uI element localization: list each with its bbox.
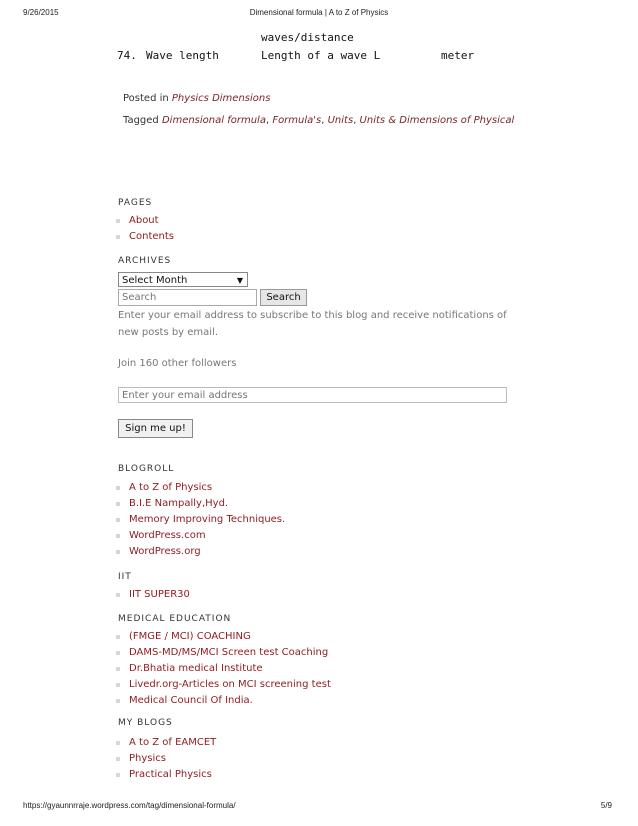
list-item: [116, 767, 216, 783]
widget-title-blogroll: BLOGROLL: [118, 464, 175, 474]
bullet-icon: [116, 667, 120, 671]
myblogs-list: [116, 735, 216, 783]
bullet-icon: [116, 773, 120, 777]
bullet-icon: [116, 235, 120, 239]
widget-title-iit: IIT: [118, 572, 132, 582]
row-unit: meter: [441, 49, 475, 62]
row-number: 74.: [117, 49, 137, 62]
pages-list: [116, 213, 174, 245]
page-link-about[interactable]: About: [129, 215, 159, 226]
widget-title-medical-education: MEDICAL EDUCATION: [118, 614, 232, 624]
list-item: [116, 480, 285, 496]
bullet-icon: [116, 550, 120, 554]
sign-me-up-button[interactable]: Sign me up!: [118, 419, 193, 438]
list-item: [116, 751, 216, 767]
print-footer: [0, 801, 638, 813]
medical-link[interactable]: DAMS-MD/MS/MCI Screen test Coaching: [129, 647, 329, 658]
tag-link[interactable]: Units: [327, 115, 354, 126]
subscribe-description: Enter your email address to subscribe to this blog and receive notifications of new posts by email.: [118, 310, 507, 338]
page-link-contents[interactable]: Contents: [129, 231, 174, 242]
blogroll-list: [116, 480, 285, 560]
bullet-icon: [116, 593, 120, 597]
list-item: [116, 677, 331, 693]
bullet-icon: [116, 534, 120, 538]
blogroll-link[interactable]: WordPress.com: [129, 530, 206, 541]
iit-link[interactable]: IIT SUPER30: [129, 589, 190, 600]
bullet-icon: [116, 502, 120, 506]
bullet-icon: [116, 486, 120, 490]
archives-select[interactable]: [118, 272, 248, 287]
posted-in: [123, 93, 270, 104]
medical-list: [116, 629, 331, 709]
blogroll-link[interactable]: B.I.E Nampally,Hyd.: [129, 498, 229, 509]
list-item: [116, 629, 331, 645]
list-item: [116, 496, 285, 512]
list-item: [116, 229, 174, 245]
list-item: [116, 544, 285, 560]
myblogs-link[interactable]: Practical Physics: [129, 769, 212, 780]
list-item: [116, 587, 190, 603]
list-item: [116, 693, 331, 709]
widget-title-my-blogs: MY BLOGS: [118, 718, 173, 728]
print-title: Dimensional formula | A to Z of Physics: [249, 8, 389, 17]
print-header: [0, 8, 638, 20]
posted-in-label: Posted in: [123, 93, 169, 104]
tagged: Tagged Dimensional formula, Formula's, Units, Units & Dimensions of Physical: [123, 115, 515, 126]
tag-link[interactable]: Dimensional formula: [161, 115, 266, 126]
category-link[interactable]: Physics Dimensions: [171, 93, 271, 104]
email-field[interactable]: [118, 387, 507, 403]
row-quantity: Wave length: [146, 49, 219, 62]
medical-link[interactable]: Livedr.org-Articles on MCI screening test: [129, 679, 331, 690]
bullet-icon: [116, 651, 120, 655]
medical-link[interactable]: Medical Council Of India.: [129, 695, 253, 706]
blogroll-link[interactable]: A to Z of Physics: [129, 482, 213, 493]
print-page-number: 5/9: [600, 801, 612, 810]
myblogs-link[interactable]: Physics: [129, 753, 166, 764]
followers-count: Join 160 other followers: [118, 358, 237, 369]
list-item: [116, 512, 285, 528]
bullet-icon: [116, 699, 120, 703]
print-url: https://gyaunnrraje.wordpress.com/tag/dimensional-formula/: [23, 801, 236, 810]
print-date: 9/26/2015: [23, 8, 59, 17]
bullet-icon: [116, 518, 120, 522]
blogroll-link[interactable]: WordPress.org: [129, 546, 201, 557]
row-definition: Length of a wave L: [261, 49, 381, 62]
medical-link[interactable]: (FMGE / MCI) COACHING: [129, 631, 251, 642]
bullet-icon: [116, 757, 120, 761]
bullet-icon: [116, 635, 120, 639]
list-item: [116, 213, 174, 229]
list-item: [116, 528, 285, 544]
tag-link[interactable]: Formula's: [272, 115, 322, 126]
list-item: [116, 645, 331, 661]
myblogs-link[interactable]: A to Z of EAMCET: [129, 737, 217, 748]
blogroll-link[interactable]: Memory Improving Techniques.: [129, 514, 286, 525]
list-item: [116, 735, 216, 751]
bullet-icon: [116, 219, 120, 223]
iit-list: [116, 587, 190, 603]
dropdown-arrow-icon: ▼: [236, 276, 243, 285]
search-button[interactable]: Search: [260, 289, 307, 306]
search-input[interactable]: [118, 289, 257, 306]
bullet-icon: [116, 741, 120, 745]
bullet-icon: [116, 683, 120, 687]
table-cell-fragment: waves/distance: [261, 31, 354, 44]
widget-title-archives: ARCHIVES: [118, 256, 172, 266]
widget-title-pages: PAGES: [118, 198, 153, 208]
tag-link[interactable]: Units & Dimensions of Physical: [359, 115, 515, 126]
list-item: [116, 661, 331, 677]
tagged-label: Tagged: [123, 115, 159, 126]
archives-select-value: Select Month: [122, 275, 188, 286]
medical-link[interactable]: Dr.Bhatia medical Institute: [129, 663, 263, 674]
